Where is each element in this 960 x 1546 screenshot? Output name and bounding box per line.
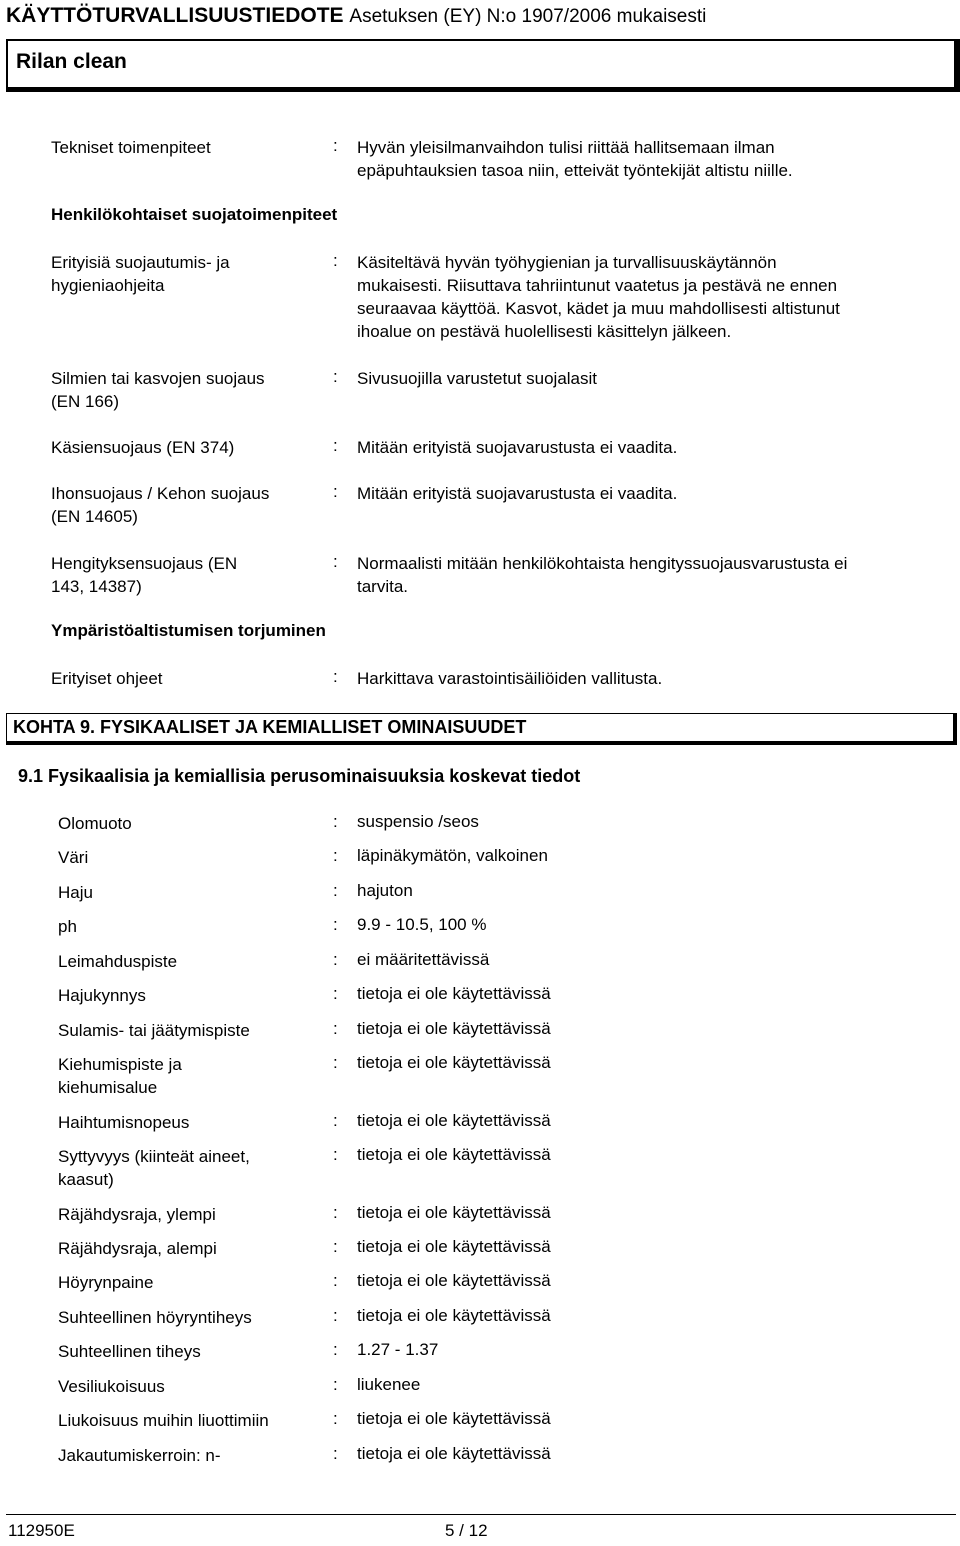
hygiene-label: Erityisiä suojautumis- ja hygieniaohjeita: [51, 253, 230, 295]
property-value: tietoja ei ole käytettävissä: [357, 1237, 551, 1256]
colon: :: [333, 950, 338, 969]
property-value: tietoja ei ole käytettävissä: [357, 1019, 551, 1038]
colon: :: [333, 1271, 338, 1290]
property-value: tietoja ei ole käytettävissä: [357, 1409, 551, 1428]
special-instructions-label: Erityiset ohjeet: [51, 669, 163, 688]
property-label: Leimahduspiste: [58, 952, 178, 971]
property-label: Suhteellinen tiheys: [58, 1342, 201, 1361]
colon: :: [333, 1053, 338, 1072]
property-value: tietoja ei ole käytettävissä: [357, 1111, 551, 1130]
property-label: Hajukynnys: [58, 986, 146, 1005]
property-value: tietoja ei ole käytettävissä: [357, 1444, 551, 1463]
colon: :: [333, 667, 338, 686]
colon: :: [333, 1203, 338, 1222]
section-9-1-heading: 9.1 Fysikaalisia ja kemiallisia perusominaisuuksia koskevat tiedot: [18, 766, 581, 786]
property-value: tietoja ei ole käytettävissä: [357, 1145, 551, 1164]
colon: :: [333, 367, 338, 386]
colon: :: [333, 881, 338, 900]
section-9-box: [6, 713, 957, 745]
colon: :: [333, 1237, 338, 1256]
property-label: Räjähdysraja, ylempi: [58, 1205, 216, 1224]
property-value: hajuton: [357, 881, 413, 900]
property-label: Suhteellinen höyryntiheys: [58, 1308, 252, 1327]
document-code: 112950E: [8, 1521, 75, 1540]
property-value: 9.9 - 10.5, 100 %: [357, 915, 487, 934]
property-value: läpinäkymätön, valkoinen: [357, 846, 548, 865]
special-instructions-value: Harkittava varastointisäiliöiden vallitusta.: [357, 669, 663, 688]
colon: :: [333, 1111, 338, 1130]
respiratory-protection-label: Hengityksensuojaus (EN 143, 14387): [51, 554, 238, 596]
product-name: Rilan clean: [16, 50, 127, 73]
footer-divider: [6, 1514, 956, 1515]
property-label: Kiehumispiste ja kiehumisalue: [58, 1055, 182, 1097]
property-label: Haju: [58, 883, 93, 902]
property-label: Syttyvyys (kiinteät aineet, kaasut): [58, 1147, 250, 1189]
property-label: Vesiliukoisuus: [58, 1377, 165, 1396]
property-value: tietoja ei ole käytettävissä: [357, 1203, 551, 1222]
colon: :: [333, 1145, 338, 1164]
property-value: ei määritettävissä: [357, 950, 490, 969]
document-title: [6, 4, 706, 28]
eye-protection-label: Silmien tai kasvojen suojaus (EN 166): [51, 369, 265, 411]
technical-measures-value: Hyvän yleisilmanvaihdon tulisi riittää hallitsemaan ilman epäpuhtauksien tasoa niin, etteivät työntekijät altistu niille.: [357, 138, 793, 180]
property-value: suspensio /seos: [357, 812, 479, 831]
property-label: ph: [58, 917, 77, 936]
technical-measures-label: Tekniset toimenpiteet: [51, 138, 211, 157]
personal-protection-heading: Henkilökohtaiset suojatoimenpiteet: [51, 205, 338, 224]
hand-protection-value: Mitään erityistä suojavarustusta ei vaadita.: [357, 438, 678, 457]
section-9-title: KOHTA 9. FYSIKAALISET JA KEMIALLISET OMINAISUUDET: [13, 717, 527, 737]
colon: :: [333, 482, 338, 501]
property-value: liukenee: [357, 1375, 421, 1394]
respiratory-protection-value: Normaalisti mitään henkilökohtaista hengityssuojausvarustusta ei tarvita.: [357, 554, 848, 596]
product-name-box: [6, 39, 960, 92]
colon: :: [333, 136, 338, 155]
colon: :: [333, 1444, 338, 1463]
colon: :: [333, 1019, 338, 1038]
colon: :: [333, 1409, 338, 1428]
colon: :: [333, 436, 338, 455]
colon: :: [333, 846, 338, 865]
property-value: tietoja ei ole käytettävissä: [357, 984, 551, 1003]
property-label: Räjähdysraja, alempi: [58, 1239, 217, 1258]
property-label: Olomuoto: [58, 814, 132, 833]
property-label: Haihtumisnopeus: [58, 1113, 190, 1132]
skin-protection-label: Ihonsuojaus / Kehon suojaus (EN 14605): [51, 484, 270, 526]
property-label: Höyrynpaine: [58, 1273, 154, 1292]
property-label: Jakautumiskerroin: n-: [58, 1446, 221, 1465]
skin-protection-value: Mitään erityistä suojavarustusta ei vaadita.: [357, 484, 678, 503]
property-value: tietoja ei ole käytettävissä: [357, 1306, 551, 1325]
colon: :: [333, 552, 338, 571]
colon: :: [333, 984, 338, 1003]
property-value: tietoja ei ole käytettävissä: [357, 1271, 551, 1290]
eye-protection-value: Sivusuojilla varustetut suojalasit: [357, 369, 598, 388]
colon: :: [333, 812, 338, 831]
property-value: 1.27 - 1.37: [357, 1340, 439, 1359]
property-label: Sulamis- tai jäätymispiste: [58, 1021, 250, 1040]
colon: :: [333, 915, 338, 934]
document-title-text: KÄYTTÖTURVALLISUUSTIEDOTE: [6, 4, 344, 27]
colon: :: [333, 1340, 338, 1359]
property-label: Väri: [58, 848, 89, 867]
hygiene-value: Käsiteltävä hyvän työhygienian ja turvallisuuskäytännön mukaisesti. Riisuttava tahriintunut vaatetus ja pestävä ne ennen seuraavaa käyttöä. Kasvot, kädet ja muu mahdollisesti altistunut ihoalue on pestävä huolellisesti käsittelyn jälkeen.: [357, 253, 840, 341]
regulation-text: Asetuksen (EY) N:o 1907/2006 mukaisesti: [349, 6, 707, 27]
property-label: Liukoisuus muihin liuottimiin: [58, 1411, 269, 1430]
colon: :: [333, 1375, 338, 1394]
property-value: tietoja ei ole käytettävissä: [357, 1053, 551, 1072]
hand-protection-label: Käsiensuojaus (EN 374): [51, 438, 235, 457]
page-number: 5 / 12: [445, 1521, 488, 1540]
colon: :: [333, 251, 338, 270]
environment-heading: Ympäristöaltistumisen torjuminen: [51, 621, 326, 640]
colon: :: [333, 1306, 338, 1325]
